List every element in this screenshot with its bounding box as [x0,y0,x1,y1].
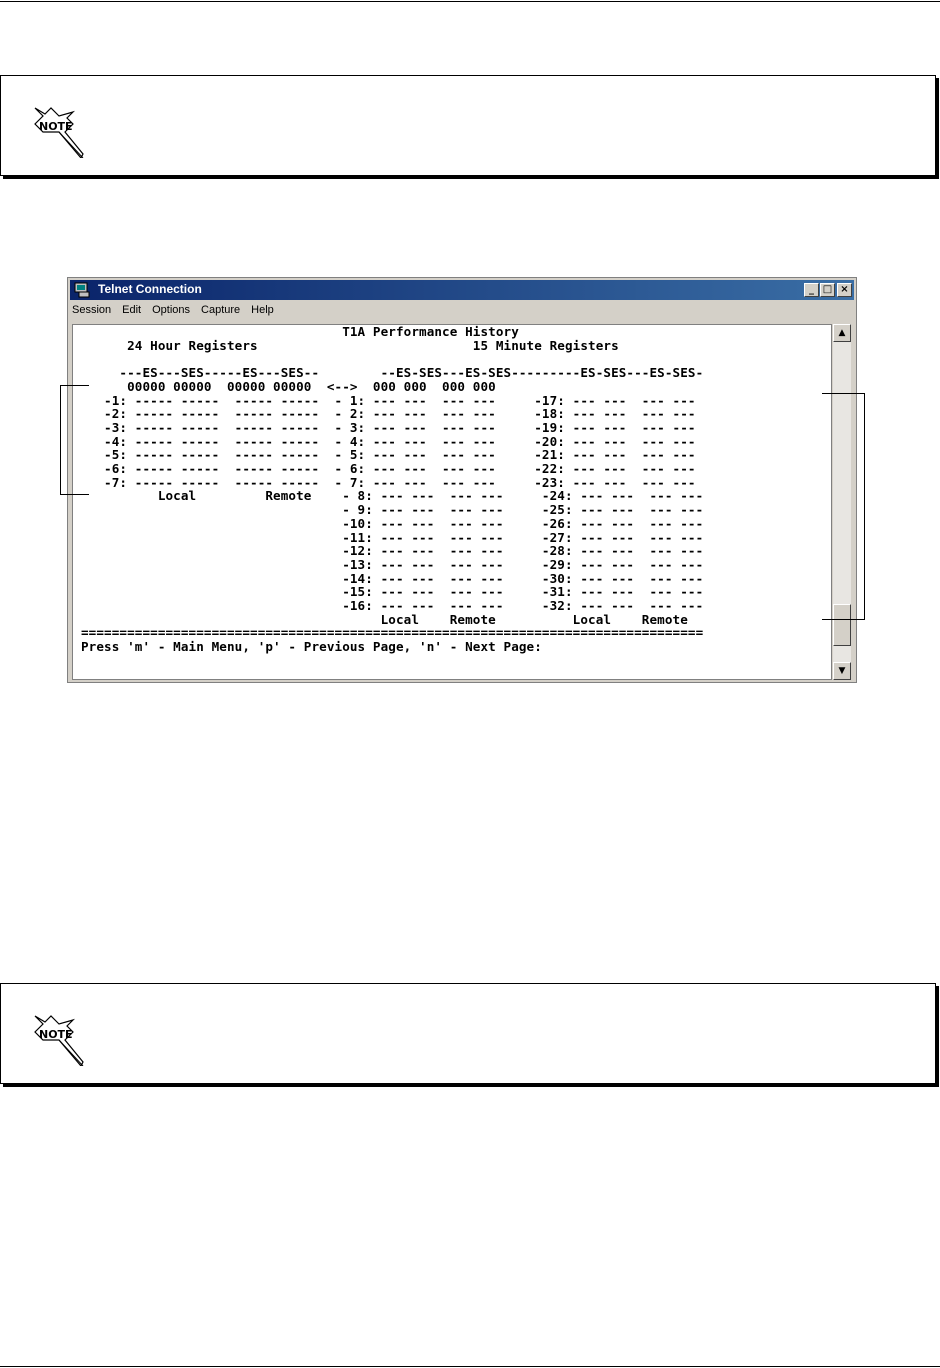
terminal-line: -1: ----- ----- ----- ----- - 1: --- --- --- --- -17: --- --- --- --- [81,392,696,408]
scroll-down-button[interactable]: ▼ [833,662,851,680]
left-bracket [60,385,89,495]
menu-options[interactable]: Options [152,304,191,316]
note-box-top [0,75,936,176]
note-icon [29,1006,89,1066]
terminal-line: -12: --- --- --- --- -28: --- --- --- --- [81,543,704,559]
terminal-line: - 9: --- --- --- --- -25: --- --- --- --- [81,502,704,518]
terminal-line: T1A Performance History [81,324,519,339]
terminal-line: ---ES---SES-----ES---SES-- --ES-SES---ES-SES---------ES-SES---ES-SES- [81,365,704,381]
terminal-line: -2: ----- ----- ----- ----- - 2: --- --- --- --- -18: --- --- --- --- [81,406,696,422]
telnet-window [67,277,857,683]
right-bracket [822,393,865,620]
terminal-line: Local Remote Local Remote [81,611,688,627]
maximize-button[interactable]: □ [820,283,835,297]
terminal-line: -6: ----- ----- ----- ----- - 6: --- --- --- --- -22: --- --- --- --- [81,461,696,477]
terminal-line: -11: --- --- --- --- -27: --- --- --- --- [81,529,704,545]
terminal-screen[interactable] [72,324,832,680]
terminal-line: Press 'm' - Main Menu, 'p' - Previous Page, 'n' - Next Page: [81,639,542,655]
telnet-app-icon [74,282,92,298]
minimize-button[interactable]: _ [804,283,819,297]
menu-bar [72,304,285,322]
footer-rule [0,1366,940,1367]
terminal-line: 24 Hour Registers 15 Minute Registers [81,337,619,353]
note-label: NOTE [39,120,73,133]
close-button[interactable]: × [837,283,852,297]
menu-session[interactable]: Session [72,304,112,316]
menu-edit[interactable]: Edit [122,304,142,316]
terminal-line: -15: --- --- --- --- -31: --- --- --- --- [81,584,704,600]
window-title: Telnet Connection [98,282,202,296]
terminal-line: -10: --- --- --- --- -26: --- --- --- --- [81,515,704,531]
terminal-text [81,325,703,654]
terminal-line: -13: --- --- --- --- -29: --- --- --- --- [81,556,704,572]
note-label: NOTE [39,1028,73,1041]
terminal-line: 00000 00000 00000 00000 <--> 000 000 000 000 [81,378,496,394]
terminal-line: -4: ----- ----- ----- ----- - 4: --- --- --- --- -20: --- --- --- --- [81,433,696,449]
scroll-up-button[interactable]: ▲ [833,324,851,342]
note-box-bottom [0,983,936,1084]
terminal-line: -5: ----- ----- ----- ----- - 5: --- --- --- --- -21: --- --- --- --- [81,447,696,463]
menu-capture[interactable]: Capture [201,304,241,316]
menu-help[interactable]: Help [251,304,274,316]
note-icon [29,98,89,158]
terminal-line: Local Remote - 8: --- --- --- --- -24: --- --- --- --- [81,488,704,504]
terminal-line: ================================================================================= [81,625,704,641]
terminal-line: -7: ----- ----- ----- ----- - 7: --- --- --- --- -23: --- --- --- --- [81,474,696,490]
terminal-line: -16: --- --- --- --- -32: --- --- --- --- [81,598,704,614]
terminal-line: -3: ----- ----- ----- ----- - 3: --- --- --- --- -19: --- --- --- --- [81,419,696,435]
header-rule [0,1,940,2]
title-bar[interactable] [70,280,854,300]
terminal-line: -14: --- --- --- --- -30: --- --- --- --- [81,570,704,586]
